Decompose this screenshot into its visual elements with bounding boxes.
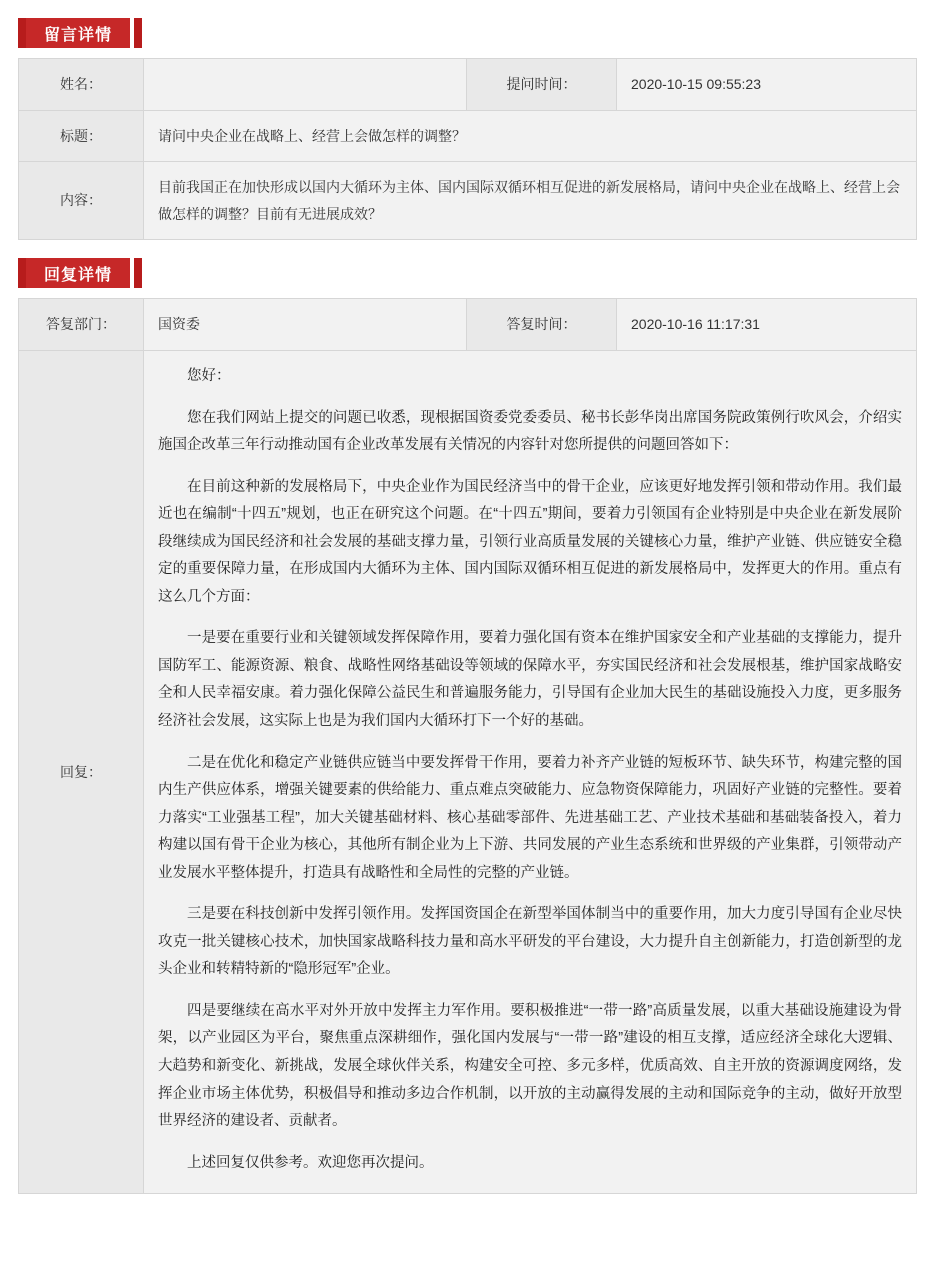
title-label: 标题：	[19, 110, 144, 162]
banner-left-accent	[18, 258, 26, 288]
table-row	[19, 59, 917, 111]
reply-paragraph: 一是要在重要行业和关键领域发挥保障作用，要着力强化国有资本在维护国家安全和产业基础的支撑能力，提升国防军工、能源资源、粮食、战略性网络基础设等领域的保障水平，夯实国民经济和社会发展根基，维护国家战略安全和人民幸福安康。着力强化保障公益民生和普遍服务能力，引导国有企业加大民生的基础设施投入力度，更多服务经济社会发展，这实际上也是为我们国内大循环打下一个好的基础。	[158, 630, 902, 729]
name-label: 姓名：	[19, 59, 144, 111]
banner-tail	[142, 18, 917, 48]
reply-info-table	[18, 298, 917, 1194]
banner-right-accent	[134, 18, 142, 48]
department-label: 答复部门：	[19, 299, 144, 351]
table-row	[19, 162, 917, 240]
title-value: 请问中央企业在战略上、经营上会做怎样的调整？	[144, 110, 917, 162]
reply-paragraph: 上述回复仅供参考。欢迎您再次提问。	[187, 1154, 434, 1171]
content-label: 内容：	[19, 162, 144, 240]
ask-time-value: 2020-10-15 09:55:23	[617, 59, 917, 111]
message-section-banner	[18, 18, 917, 48]
reply-paragraph: 二是在优化和稳定产业链供应链当中要发挥骨干作用，要着力补齐产业链的短板环节、缺失环节，构建完整的国内生产供应体系，增强关键要素的供给能力、重点难点突破能力、应急物资保障能力，巩固好产业链的完整性。要着力落实“工业强基工程”，加大关键基础材料、核心基础零部件、先进基础工艺、产业技术基础和基础装备投入，着力构建以国有骨干企业为核心，其他所有制企业为上下游、共同发展的产业生态系统和世界级的产业集群，引领带动产业发展水平整体提升，打造具有战略性和全局性的完整的产业链。	[158, 754, 902, 881]
table-row	[19, 110, 917, 162]
banner-right-accent	[134, 258, 142, 288]
table-row	[19, 299, 917, 351]
message-banner-title: 留言详情	[26, 18, 130, 48]
reply-banner-title: 回复详情	[26, 258, 130, 288]
reply-label: 回复：	[19, 350, 144, 1193]
ask-time-label: 提问时间：	[467, 59, 617, 111]
banner-tail	[142, 258, 917, 288]
reply-time-label: 答复时间：	[467, 299, 617, 351]
reply-time-value: 2020-10-16 11:17:31	[617, 299, 917, 351]
reply-paragraph: 三是要在科技创新中发挥引领作用。发挥国资国企在新型举国体制当中的重要作用，加大力度引导国有企业尽快攻克一批关键核心技术，加快国家战略科技力量和高水平研发的平台建设，大力提升自主创新能力，打造创新型的龙头企业和转精特新的“隐形冠军”企业。	[158, 906, 902, 978]
reply-paragraphs	[158, 363, 902, 1177]
name-value	[144, 59, 467, 111]
department-value: 国资委	[144, 299, 467, 351]
reply-section-banner	[18, 258, 917, 288]
reply-paragraph: 四是要继续在高水平对外开放中发挥主力军作用。要积极推进“一带一路”高质量发展，以重大基础设施建设为骨架，以产业园区为平台，聚焦重点深耕细作，强化国内发展与“一带一路”建设的相互支撑，适应经济全球化大逻辑、大趋势和新变化、新挑战，发展全球伙伴关系，构建安全可控、多元多样，优质高效、自主开放的资源调度网络，发挥企业市场主体优势，积极倡导和推动多边合作机制，以开放的主动赢得发展的主动和国际竞争的主动，做好开放型世界经济的建设者、贡献者。	[158, 1002, 902, 1130]
banner-left-accent	[18, 18, 26, 48]
reply-body	[144, 350, 917, 1193]
reply-paragraph: 在目前这种新的发展格局下，中央企业作为国民经济当中的骨干企业，应该更好地发挥引领和带动作用。我们最近也在编制“十四五”规划，也正在研究这个问题。在“十四五”期间，要着力引领国有企业特别是中央企业在新发展阶段继续成为国民经济和社会发展的基础支撑力量，引领行业高质量发展的关键核心力量，维护产业链、供应链安全稳定的重要保障力量，在形成国内大循环为主体、国内国际双循环相互促进的新发展格局中，发挥更大的作用。重点有这么几个方面：	[158, 478, 902, 605]
content-value: 目前我国正在加快形成以国内大循环为主体、国内国际双循环相互促进的新发展格局，请问中央企业在战略上、经营上会做怎样的调整？目前有无进展成效？	[144, 162, 917, 240]
reply-paragraph: 您在我们网站上提交的问题已收悉，现根据国资委党委委员、秘书长彭华岗出席国务院政策例行吹风会，介绍实施国企改革三年行动推动国有企业改革发展有关情况的内容针对您所提供的问题回答如下：	[158, 409, 902, 454]
table-row	[19, 350, 917, 1193]
reply-paragraph: 您好：	[187, 367, 231, 384]
message-info-table	[18, 58, 917, 240]
